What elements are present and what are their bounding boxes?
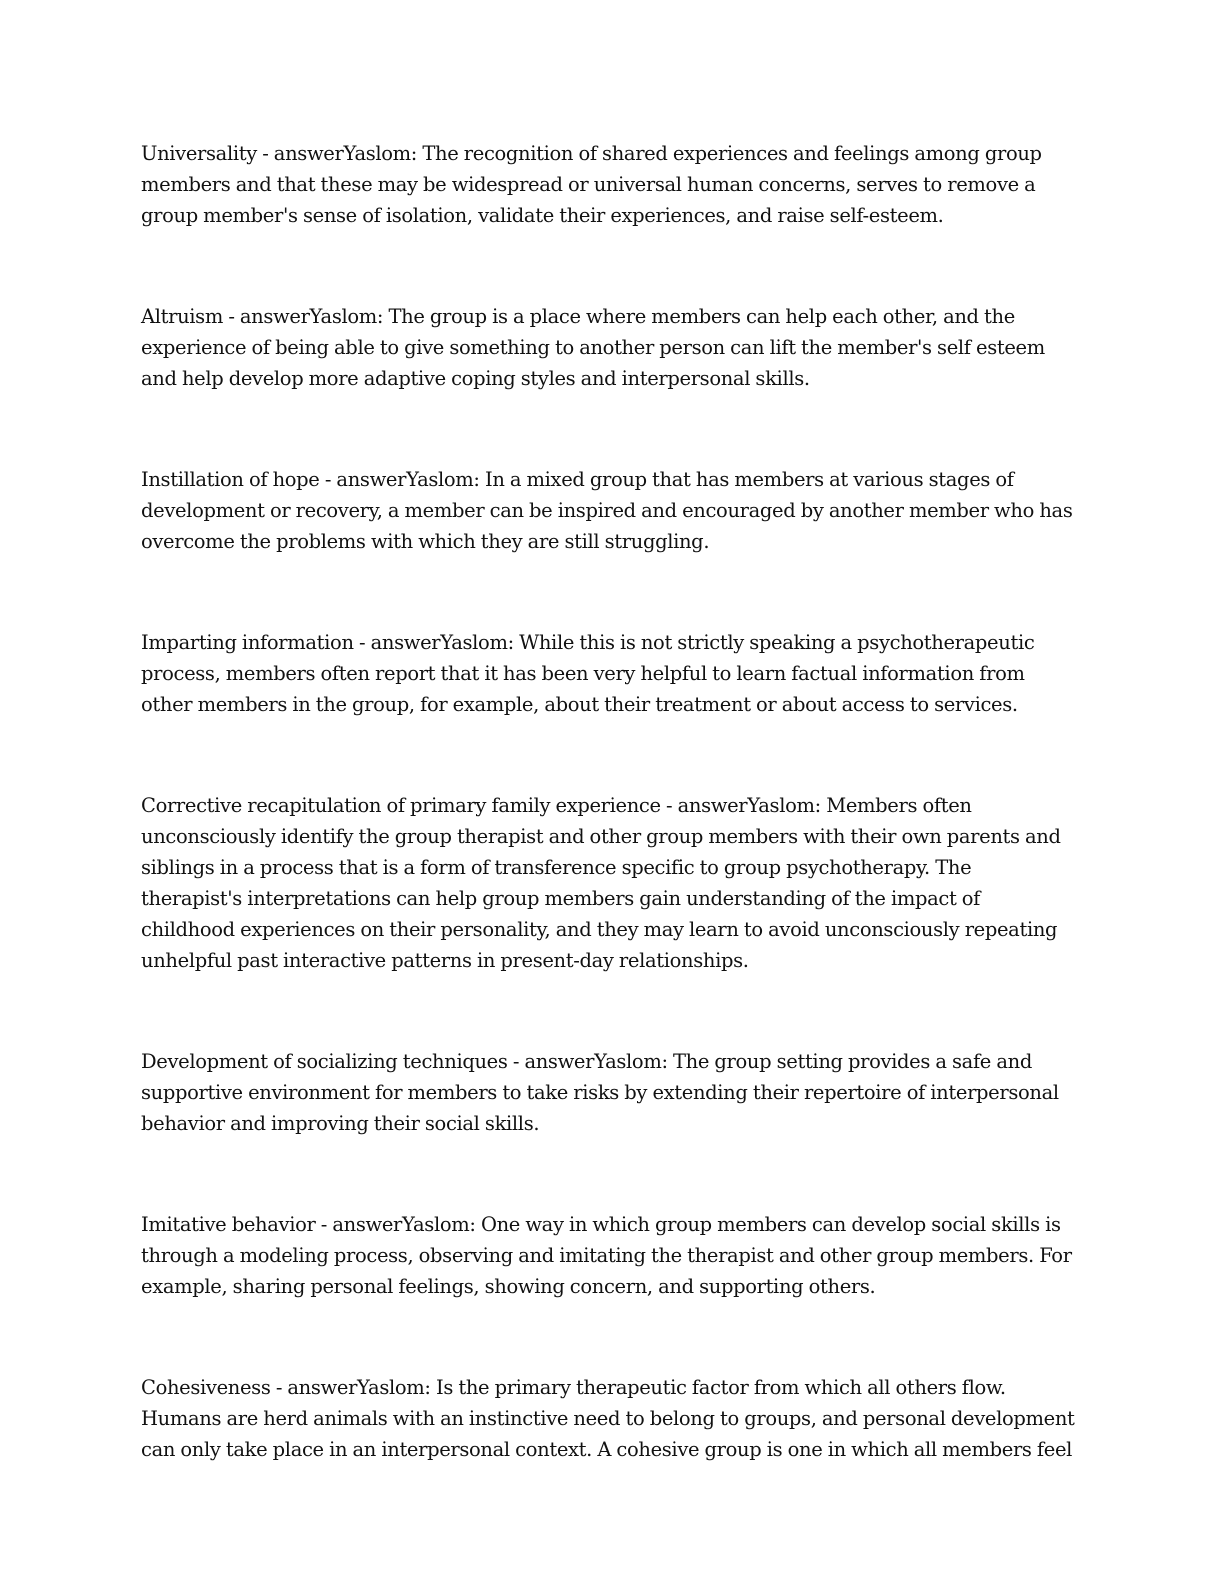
entry-altruism: Altruism - answerYaslom: The group is a place where members can help each other, and the experience of being able to give something to another person can lift the member's self esteem and help develop more adaptive coping styles and interpersonal skills. xyxy=(141,305,1045,390)
entry-imparting-information: Imparting information - answerYaslom: While this is not strictly speaking a psychotherapeutic process, members often report that it has been very helpful to learn factual information from other members in the group, for example, about their treatment or about access to services. xyxy=(141,631,1035,716)
entry-cohesiveness: Cohesiveness - answerYaslom: Is the primary therapeutic factor from which all others flow. Humans are herd animals with an instinctive need to belong to groups, and personal development can only take place in an interpersonal context. A cohesive group is one in which all members feel xyxy=(141,1376,1075,1461)
entry-socializing-techniques: Development of socializing techniques - answerYaslom: The group setting provides a safe and supportive environment for members to take risks by extending their repertoire of interpersonal behavior and improving their social skills. xyxy=(141,1050,1059,1135)
entry-imitative-behavior: Imitative behavior - answerYaslom: One way in which group members can develop social skills is through a modeling process, observing and imitating the therapist and other group members. For example, sharing personal feelings, showing concern, and supporting others. xyxy=(141,1213,1072,1298)
entry-instillation-of-hope: Instillation of hope - answerYaslom: In a mixed group that has members at various stages of development or recovery, a member can be inspired and encouraged by another member who has overcome the problems with which they are still struggling. xyxy=(141,468,1073,553)
entry-corrective-recapitulation: Corrective recapitulation of primary family experience - answerYaslom: Members often unconsciously identify the group therapist and other group members with their own parents and siblings in a process that is a form of transference specific to group psychotherapy. The therapist's interpretations can help group members gain understanding of the impact of childhood experiences on their personality, and they may learn to avoid unconsciously repeating unhelpful past interactive patterns in present-day relationships. xyxy=(141,794,1061,972)
document-body xyxy=(141,138,1076,1535)
entry-universality: Universality - answerYaslom: The recognition of shared experiences and feelings among group members and that these may be widespread or universal human concerns, serves to remove a group member's sense of isolation, validate their experiences, and raise self-esteem. xyxy=(141,142,1042,227)
